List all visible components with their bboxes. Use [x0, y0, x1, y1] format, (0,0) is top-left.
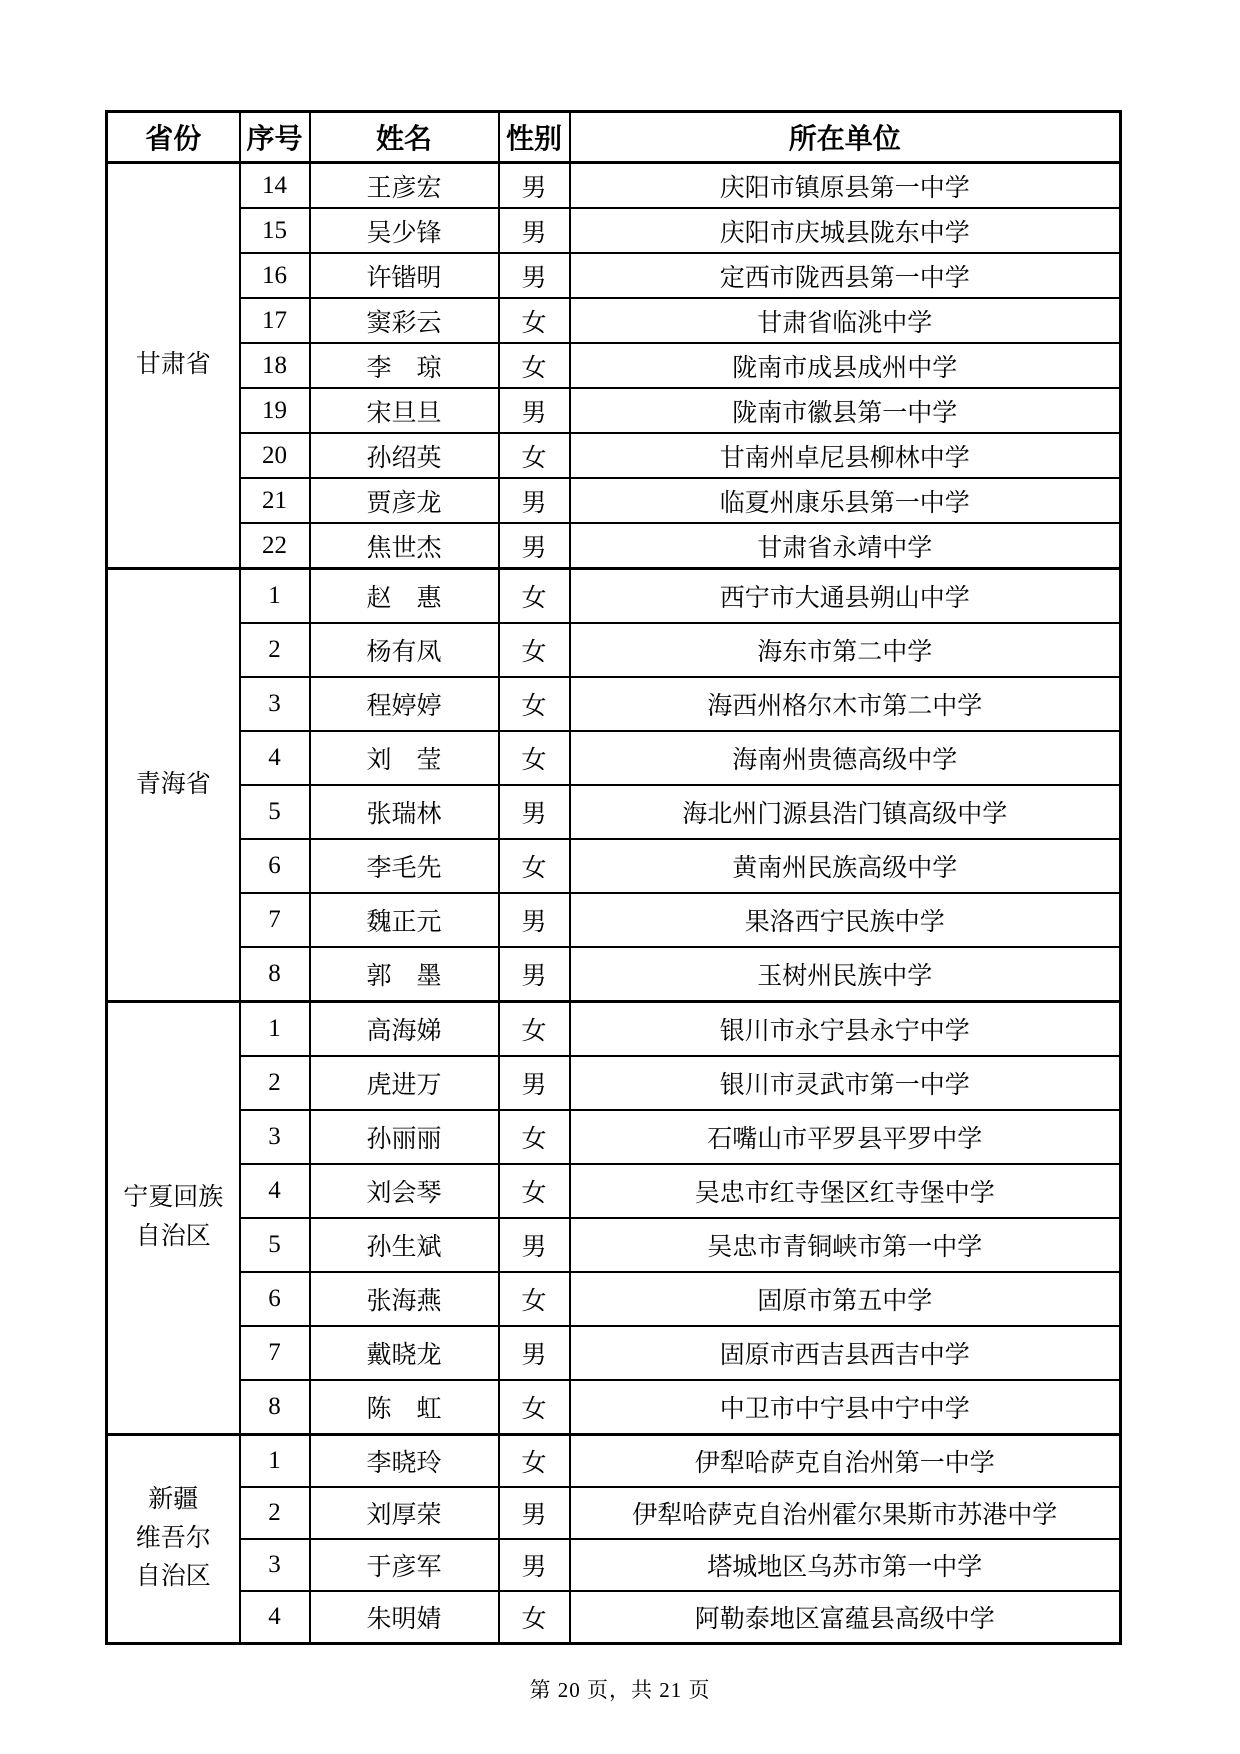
unit-cell: 甘肃省永靖中学	[570, 523, 1121, 569]
serial-cell: 20	[240, 433, 310, 478]
name-cell: 郭 墨	[310, 947, 499, 1002]
unit-cell: 西宁市大通县朔山中学	[570, 569, 1121, 624]
table-row	[107, 1435, 1121, 1488]
serial-cell: 15	[240, 208, 310, 253]
name-cell: 魏正元	[310, 893, 499, 947]
table-row	[107, 388, 1121, 433]
gender-cell: 女	[499, 839, 570, 893]
gender-cell: 男	[499, 478, 570, 523]
serial-cell: 4	[240, 731, 310, 785]
serial-cell: 7	[240, 1326, 310, 1380]
table-row	[107, 523, 1121, 569]
unit-cell: 黄南州民族高级中学	[570, 839, 1121, 893]
unit-cell: 海南州贵德高级中学	[570, 731, 1121, 785]
serial-cell: 14	[240, 163, 310, 209]
name-cell: 高海娣	[310, 1002, 499, 1057]
unit-cell: 塔城地区乌苏市第一中学	[570, 1539, 1121, 1591]
gender-cell: 男	[499, 785, 570, 839]
table-row	[107, 677, 1121, 731]
table-row	[107, 569, 1121, 624]
name-cell: 赵 惠	[310, 569, 499, 624]
unit-cell: 伊犁哈萨克自治州第一中学	[570, 1435, 1121, 1488]
table-row	[107, 1487, 1121, 1539]
unit-cell: 定西市陇西县第一中学	[570, 253, 1121, 298]
unit-cell: 吴忠市青铜峡市第一中学	[570, 1218, 1121, 1272]
unit-cell: 吴忠市红寺堡区红寺堡中学	[570, 1164, 1121, 1218]
unit-cell: 临夏州康乐县第一中学	[570, 478, 1121, 523]
roster-table	[105, 110, 1122, 1645]
gender-cell: 男	[499, 523, 570, 569]
gender-cell: 女	[499, 1380, 570, 1435]
name-cell: 刘 莹	[310, 731, 499, 785]
serial-cell: 6	[240, 839, 310, 893]
serial-cell: 18	[240, 343, 310, 388]
unit-cell: 甘南州卓尼县柳林中学	[570, 433, 1121, 478]
unit-cell: 中卫市中宁县中宁中学	[570, 1380, 1121, 1435]
table-row	[107, 478, 1121, 523]
unit-cell: 阿勒泰地区富蕴县高级中学	[570, 1591, 1121, 1644]
table-row	[107, 1539, 1121, 1591]
gender-cell: 男	[499, 1487, 570, 1539]
serial-cell: 6	[240, 1272, 310, 1326]
table-row	[107, 1380, 1121, 1435]
serial-cell: 2	[240, 1056, 310, 1110]
column-header-gender: 性别	[499, 112, 570, 163]
serial-cell: 1	[240, 569, 310, 624]
name-cell: 刘厚荣	[310, 1487, 499, 1539]
serial-cell: 4	[240, 1164, 310, 1218]
page-footer: 第 20 页，共 21 页	[529, 1678, 711, 1702]
province-line: 新疆	[148, 1485, 199, 1513]
gender-cell: 男	[499, 1056, 570, 1110]
province-cell	[107, 569, 240, 1002]
province-line: 自治区	[135, 1223, 211, 1250]
unit-cell: 银川市灵武市第一中学	[570, 1056, 1121, 1110]
table-row	[107, 1056, 1121, 1110]
gender-cell: 女	[499, 677, 570, 731]
name-cell: 张海燕	[310, 1272, 499, 1326]
gender-cell: 女	[499, 1002, 570, 1057]
gender-cell: 女	[499, 1435, 570, 1488]
unit-cell: 石嘴山市平罗县平罗中学	[570, 1110, 1121, 1164]
serial-cell: 1	[240, 1002, 310, 1057]
table-row	[107, 947, 1121, 1002]
table-row	[107, 163, 1121, 209]
table-row	[107, 1002, 1121, 1057]
name-cell: 李 琼	[310, 343, 499, 388]
table-row	[107, 731, 1121, 785]
province-cell	[107, 1002, 240, 1435]
serial-cell: 2	[240, 1487, 310, 1539]
name-cell: 李晓玲	[310, 1435, 499, 1488]
name-cell: 焦世杰	[310, 523, 499, 569]
name-cell: 虎进万	[310, 1056, 499, 1110]
gender-cell: 女	[499, 569, 570, 624]
unit-cell: 海北州门源县浩门镇高级中学	[570, 785, 1121, 839]
column-header-province: 省份	[107, 112, 240, 163]
gender-cell: 男	[499, 947, 570, 1002]
name-cell: 窦彩云	[310, 298, 499, 343]
table-row	[107, 623, 1121, 677]
gender-cell: 女	[499, 298, 570, 343]
table-row	[107, 298, 1121, 343]
table-row	[107, 253, 1121, 298]
serial-cell: 3	[240, 1539, 310, 1591]
gender-cell: 女	[499, 1591, 570, 1644]
name-cell: 贾彦龙	[310, 478, 499, 523]
unit-cell: 陇南市成县成州中学	[570, 343, 1121, 388]
unit-cell: 固原市第五中学	[570, 1272, 1121, 1326]
serial-cell: 7	[240, 893, 310, 947]
province-cell	[107, 1435, 240, 1644]
province-cell	[107, 163, 240, 569]
unit-cell: 海东市第二中学	[570, 623, 1121, 677]
name-cell: 戴晓龙	[310, 1326, 499, 1380]
serial-cell: 21	[240, 478, 310, 523]
name-cell: 张瑞林	[310, 785, 499, 839]
serial-cell: 5	[240, 785, 310, 839]
unit-cell: 庆阳市庆城县陇东中学	[570, 208, 1121, 253]
gender-cell: 男	[499, 1326, 570, 1380]
serial-cell: 17	[240, 298, 310, 343]
serial-cell: 8	[240, 1380, 310, 1435]
gender-cell: 女	[499, 1164, 570, 1218]
serial-cell: 2	[240, 623, 310, 677]
table-row	[107, 839, 1121, 893]
name-cell: 孙绍英	[310, 433, 499, 478]
name-cell: 许锴明	[310, 253, 499, 298]
table-row	[107, 1218, 1121, 1272]
province-line: 自治区	[135, 1563, 211, 1591]
name-cell: 朱明婧	[310, 1591, 499, 1644]
gender-cell: 女	[499, 623, 570, 677]
name-cell: 杨有凤	[310, 623, 499, 677]
unit-cell: 果洛西宁民族中学	[570, 893, 1121, 947]
unit-cell: 海西州格尔木市第二中学	[570, 677, 1121, 731]
gender-cell: 女	[499, 731, 570, 785]
serial-cell: 8	[240, 947, 310, 1002]
name-cell: 于彦军	[310, 1539, 499, 1591]
table-row	[107, 1591, 1121, 1644]
gender-cell: 男	[499, 388, 570, 433]
name-cell: 孙丽丽	[310, 1110, 499, 1164]
province-line: 维吾尔	[135, 1524, 211, 1552]
gender-cell: 男	[499, 1539, 570, 1591]
table-row	[107, 433, 1121, 478]
serial-cell: 3	[240, 677, 310, 731]
unit-cell: 伊犁哈萨克自治州霍尔果斯市苏港中学	[570, 1487, 1121, 1539]
table-row	[107, 1272, 1121, 1326]
name-cell: 孙生斌	[310, 1218, 499, 1272]
serial-cell: 19	[240, 388, 310, 433]
gender-cell: 女	[499, 343, 570, 388]
table-row	[107, 1164, 1121, 1218]
unit-cell: 庆阳市镇原县第一中学	[570, 163, 1121, 209]
table-header-row	[107, 112, 1121, 163]
gender-cell: 男	[499, 163, 570, 209]
unit-cell: 银川市永宁县永宁中学	[570, 1002, 1121, 1057]
column-header-unit: 所在单位	[570, 112, 1121, 163]
unit-cell: 固原市西吉县西吉中学	[570, 1326, 1121, 1380]
gender-cell: 男	[499, 208, 570, 253]
name-cell: 程婷婷	[310, 677, 499, 731]
serial-cell: 4	[240, 1591, 310, 1644]
roster-table-body	[107, 163, 1121, 1644]
unit-cell: 甘肃省临洮中学	[570, 298, 1121, 343]
name-cell: 宋旦旦	[310, 388, 499, 433]
table-row	[107, 893, 1121, 947]
serial-cell: 1	[240, 1435, 310, 1488]
name-cell: 李毛先	[310, 839, 499, 893]
table-row	[107, 208, 1121, 253]
province-line: 甘肃省	[135, 351, 211, 379]
gender-cell: 男	[499, 893, 570, 947]
province-line: 宁夏回族	[123, 1184, 224, 1212]
serial-cell: 5	[240, 1218, 310, 1272]
serial-cell: 16	[240, 253, 310, 298]
table-row	[107, 1110, 1121, 1164]
province-line: 青海省	[135, 770, 211, 798]
gender-cell: 男	[499, 253, 570, 298]
gender-cell: 女	[499, 1110, 570, 1164]
column-header-serial: 序号	[240, 112, 310, 163]
table-row	[107, 785, 1121, 839]
table-row	[107, 343, 1121, 388]
unit-cell: 陇南市徽县第一中学	[570, 388, 1121, 433]
serial-cell: 22	[240, 523, 310, 569]
gender-cell: 女	[499, 1272, 570, 1326]
name-cell: 王彦宏	[310, 163, 499, 209]
gender-cell: 男	[499, 1218, 570, 1272]
column-header-name: 姓名	[310, 112, 499, 163]
unit-cell: 玉树州民族中学	[570, 947, 1121, 1002]
gender-cell: 女	[499, 433, 570, 478]
name-cell: 吴少锋	[310, 208, 499, 253]
serial-cell: 3	[240, 1110, 310, 1164]
table-row	[107, 1326, 1121, 1380]
name-cell: 陈 虹	[310, 1380, 499, 1435]
name-cell: 刘会琴	[310, 1164, 499, 1218]
